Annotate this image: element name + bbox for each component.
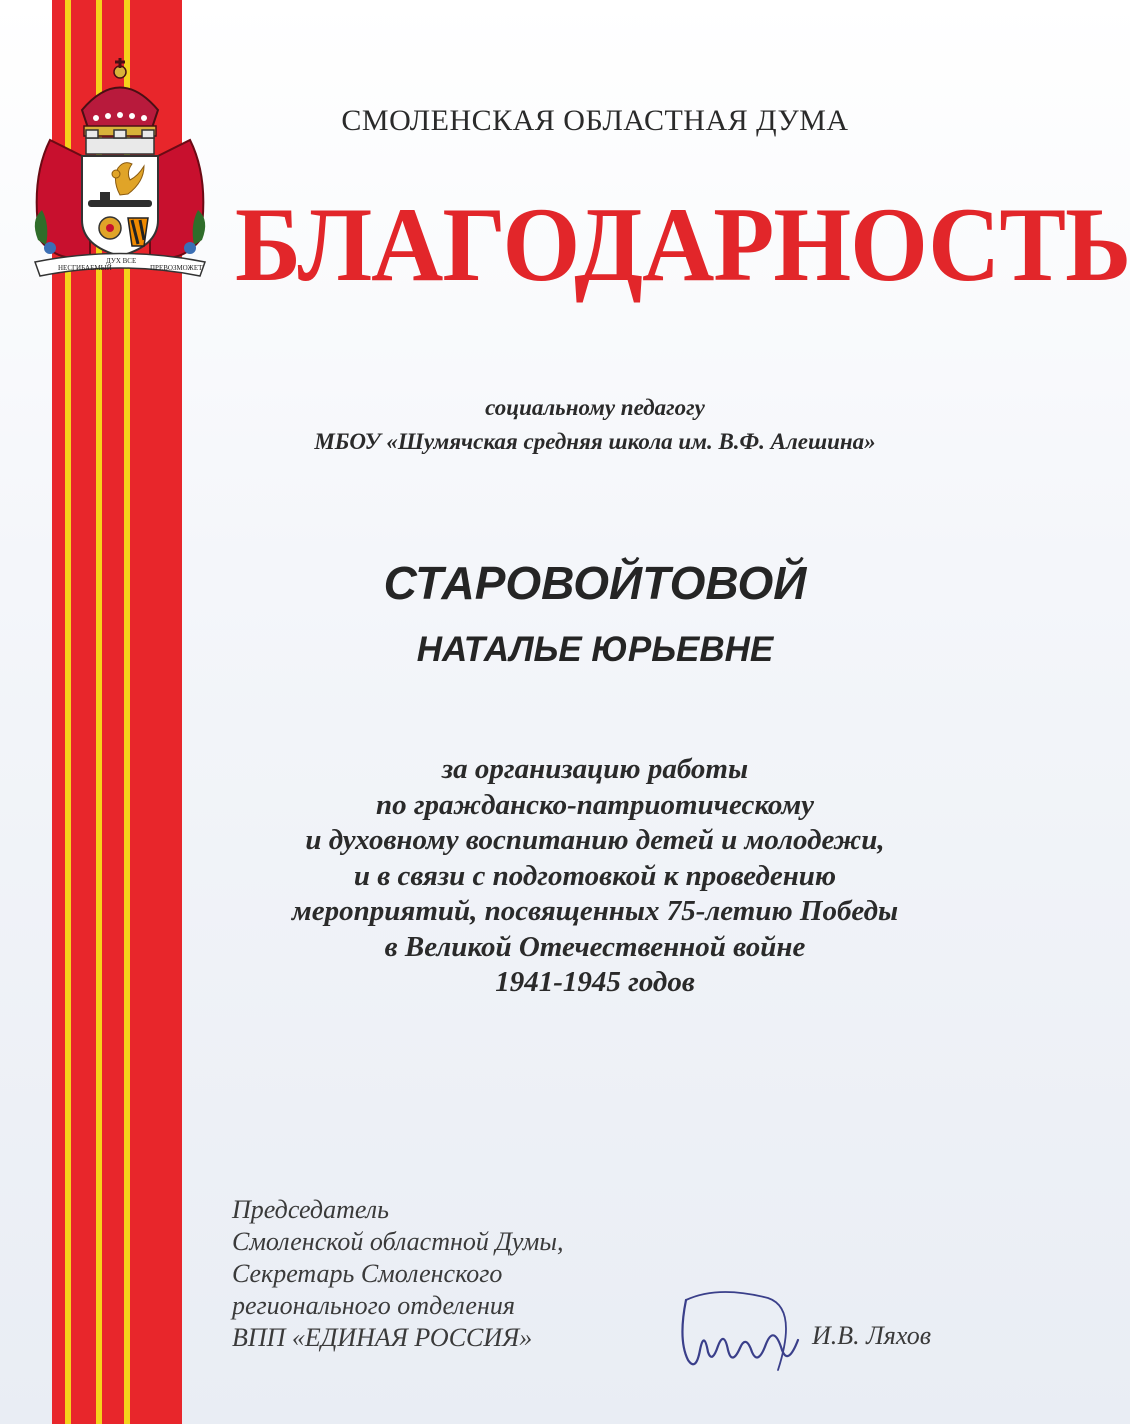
document-title: БЛАГОДАРНОСТЬ [235, 185, 1130, 304]
signer-name: И.В. Ляхов [812, 1321, 932, 1350]
reason-line: в Великой Отечественной войне [384, 930, 806, 963]
motto-left-text: НЕСГИБАЕМЫЙ [58, 264, 112, 272]
recipient-position: социальному педагогу [485, 395, 705, 420]
recipient-organization: МБОУ «Шумячская средняя школа им. В.Ф. Алешина» [314, 429, 876, 454]
motto-right-text: ПРЕВОЗМОЖЕТ [150, 264, 203, 272]
organization-name: СМОЛЕНСКАЯ ОБЛАСТНАЯ ДУМА [341, 104, 849, 137]
reason-line: за организацию работы [441, 753, 749, 785]
reason-line: и духовному воспитанию детей и молодежи, [305, 824, 885, 856]
coat-of-arms-emblem [20, 50, 220, 280]
reason-line: мероприятий, посвященных 75-летию Победы [291, 895, 899, 927]
tower-crown-icon [86, 130, 154, 154]
recipient-given-names: НАТАЛЬЕ ЮРЬЕВНЕ [416, 630, 774, 669]
signer-title-line: Председатель [232, 1195, 389, 1224]
reason-line: и в связи с подготовкой к проведению [353, 859, 837, 892]
motto-center-text: ДУХ ВСЕ [106, 257, 137, 265]
signer-title-line: ВПП «ЕДИНАЯ РОССИЯ» [232, 1323, 533, 1352]
handwritten-signature [648, 1280, 818, 1380]
reason-line: по гражданско-патриотическому [375, 788, 815, 821]
reason-line: 1941-1945 годов [495, 966, 695, 998]
signer-title-line: Смоленской областной Думы, [232, 1227, 564, 1256]
crown-icon [82, 58, 158, 136]
award-reason [210, 752, 980, 1001]
signer-title-line: Секретарь Смоленского [232, 1259, 503, 1288]
signer-title-line: регионального отделения [232, 1291, 515, 1320]
recipient-surname: СТАРОВОЙТОВОЙ [383, 557, 807, 609]
signer-title [232, 1194, 564, 1354]
